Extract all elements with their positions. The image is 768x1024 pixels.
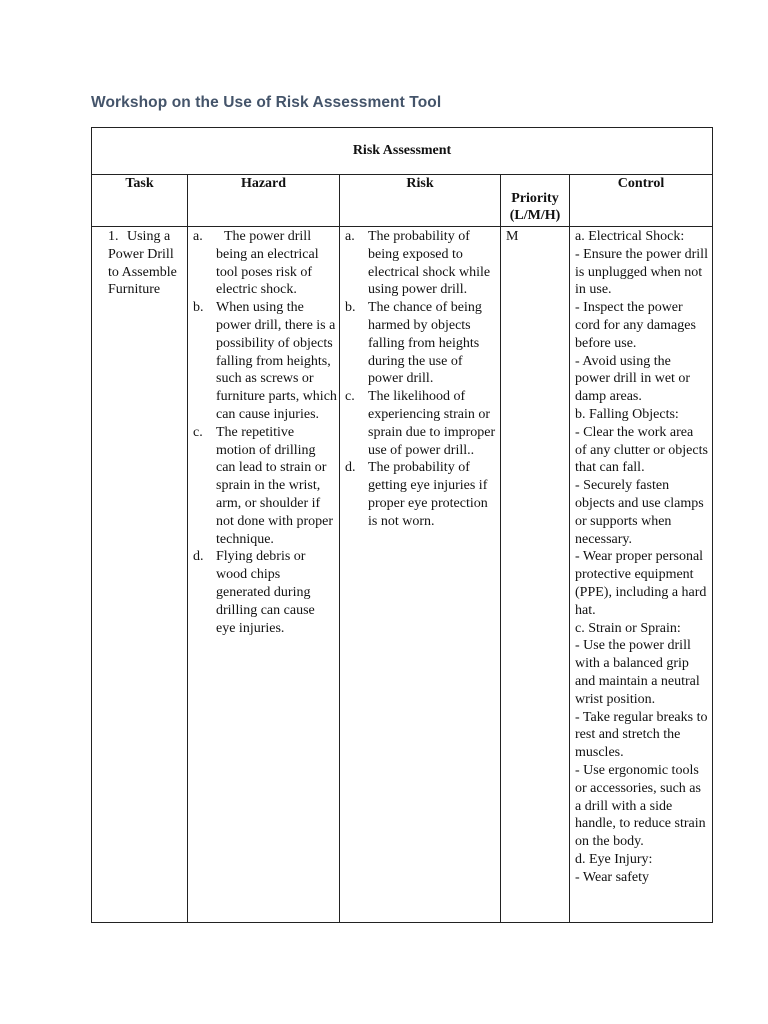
hazard-cell bbox=[188, 227, 340, 923]
control-cell bbox=[570, 227, 713, 923]
control-line: - Avoid using the power drill in wet or damp areas. bbox=[575, 353, 691, 405]
task-text: Using a Power Drill to Assemble Furniture bbox=[108, 229, 177, 298]
hazard-text: The repetitive motion of drilling can lead to strain or sprain in the wrist, arm, or shoulder if not done with proper technique. bbox=[216, 424, 334, 547]
risk-text: The chance of being harmed by objects falling from heights during the use of power drill. bbox=[368, 300, 482, 387]
list-marker: a. bbox=[193, 229, 203, 244]
hazard-text: Flying debris or wood chips generated during drilling can cause eye injuries. bbox=[216, 549, 315, 636]
control-line: - Inspect the power cord for any damages before use. bbox=[575, 300, 696, 351]
hazard-list bbox=[188, 227, 339, 637]
control-line: - Securely fasten objects and use clamps or supports when necessary. bbox=[575, 478, 704, 547]
list-marker: c. bbox=[345, 389, 355, 405]
control-line: c. Strain or Sprain: bbox=[575, 620, 681, 636]
list-item bbox=[193, 299, 337, 424]
header-hazard: Hazard bbox=[188, 175, 340, 227]
list-item bbox=[193, 548, 337, 637]
table-caption: Risk Assessment bbox=[92, 128, 713, 175]
control-line: - Wear proper personal protective equipment (PPE), including a hard hat. bbox=[575, 549, 707, 618]
list-item bbox=[345, 459, 498, 530]
control-line: - Wear safety bbox=[575, 869, 650, 885]
control-line: d. Eye Injury: bbox=[575, 851, 653, 867]
control-line: b. Falling Objects: bbox=[575, 406, 679, 422]
hazard-text: When using the power drill, there is a possibility of objects falling from heights, such as screws or furniture parts, which can cause injuries. bbox=[216, 300, 337, 422]
header-task: Task bbox=[92, 175, 188, 227]
list-item bbox=[193, 424, 337, 549]
risk-text: The likelihood of experiencing strain or sprain due to improper use of power drill.. bbox=[368, 389, 496, 458]
control-line: - Clear the work area of any clutter or objects that can fall. bbox=[575, 424, 708, 476]
control-line: a. Electrical Shock: bbox=[575, 229, 685, 244]
list-item bbox=[345, 228, 498, 299]
list-marker: a. bbox=[345, 229, 355, 244]
control-line: - Use the power drill with a balanced grip and maintain a neutral wrist position. bbox=[575, 638, 700, 707]
header-priority: Priority (L/M/H) bbox=[501, 175, 570, 227]
document-title: Workshop on the Use of Risk Assessment Tool bbox=[91, 94, 442, 111]
task-number: 1. bbox=[108, 229, 119, 244]
table-row bbox=[92, 227, 713, 923]
risk-assessment-table bbox=[91, 127, 713, 923]
list-marker: d. bbox=[193, 549, 204, 565]
header-control: Control bbox=[570, 175, 713, 227]
risk-cell bbox=[340, 227, 501, 923]
list-marker: c. bbox=[193, 424, 203, 440]
header-risk: Risk bbox=[340, 175, 501, 227]
control-line: - Use ergonomic tools or accessories, such as a drill with a side handle, to reduce strain on the body. bbox=[575, 762, 706, 850]
list-marker: d. bbox=[345, 460, 356, 476]
list-item bbox=[345, 299, 498, 388]
list-item bbox=[193, 228, 337, 299]
list-marker: b. bbox=[193, 300, 204, 316]
risk-list bbox=[340, 227, 500, 531]
list-item bbox=[345, 388, 498, 459]
caption-row bbox=[92, 128, 713, 175]
header-row bbox=[92, 175, 713, 227]
task-cell bbox=[92, 227, 188, 923]
hazard-text: The power drill being an electrical tool poses risk of electric shock. bbox=[216, 229, 319, 298]
control-line: - Ensure the power drill is unplugged when not in use. bbox=[575, 246, 708, 298]
priority-cell: M bbox=[501, 227, 570, 923]
risk-text: The probability of being exposed to electrical shock while using power drill. bbox=[368, 229, 491, 298]
risk-text: The probability of getting eye injuries if proper eye protection is not worn. bbox=[368, 460, 488, 529]
list-marker: b. bbox=[345, 300, 356, 316]
control-line: - Take regular breaks to rest and stretch the muscles. bbox=[575, 709, 708, 761]
